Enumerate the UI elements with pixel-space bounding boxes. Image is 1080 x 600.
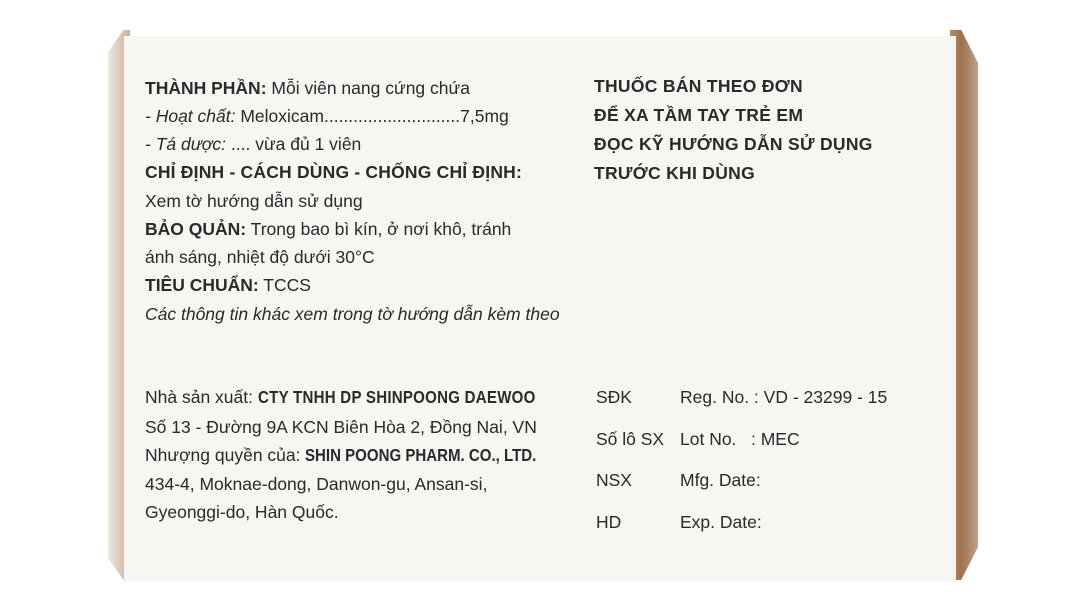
- standard-text: TCCS: [263, 275, 311, 295]
- standard-label: TIÊU CHUẨN:: [145, 275, 259, 295]
- reg-code: SĐK: [596, 387, 632, 407]
- licensor-label: Nhượng quyền của:: [145, 445, 301, 465]
- warning-before-use: TRƯỚC KHI DÙNG: [594, 163, 755, 183]
- active-text: Meloxicam............................7,5mg: [240, 106, 509, 126]
- standard-line: [145, 274, 311, 296]
- manufacturer-line: [145, 386, 581, 408]
- warning-prescription: THUỐC BÁN THEO ĐƠN: [594, 76, 803, 96]
- storage-label: BẢO QUẢN:: [145, 219, 247, 239]
- mfg-code: NSX: [596, 470, 632, 490]
- storage-text-1: Trong bao bì kín, ở nơi khô, tránh: [250, 219, 512, 239]
- exp-code: HD: [596, 512, 622, 532]
- other-info-text: Các thông tin khác xem trong tờ hướng dẫn kèm theo: [145, 304, 560, 324]
- lot-code: Số lô SX: [596, 429, 665, 449]
- warning-read-instructions: ĐỌC KỸ HƯỚNG DẪN SỬ DỤNG: [594, 134, 873, 154]
- exp-date-label: Exp. Date:: [680, 512, 762, 532]
- excipient-text: .... vừa đủ 1 viên: [230, 134, 362, 154]
- licensor-address-1: 434-4, Moknae-dong, Danwon-gu, Ansan-si,: [145, 474, 488, 494]
- active-label: Hoạt chất:: [155, 106, 236, 126]
- licensor-line: [145, 444, 574, 466]
- lot-number: Lot No. : MEC: [680, 429, 800, 449]
- manufacturer-address: Số 13 - Đường 9A KCN Biên Hòa 2, Đồng Nai, VN: [145, 417, 537, 437]
- warning-keep-away: ĐỂ XA TẦM TAY TRẺ EM: [594, 105, 804, 125]
- manufacturer-name: CTY TNHH DP SHINPOONG DAEWOO: [257, 387, 536, 407]
- excipient-prefix: -: [145, 134, 156, 154]
- active-ingredient-line: [145, 105, 509, 127]
- reg-number: Reg. No. : VD - 23299 - 15: [680, 387, 888, 407]
- storage-text-2: ánh sáng, nhiệt độ dưới 30°C: [145, 247, 375, 267]
- excipient-label: Tá dược:: [155, 134, 227, 154]
- excipient-line: [145, 133, 361, 155]
- indication-text: Xem tờ hướng dẫn sử dụng: [145, 191, 363, 211]
- indication-heading: CHỈ ĐỊNH - CÁCH DÙNG - CHỐNG CHỈ ĐỊNH:: [145, 162, 523, 182]
- composition-text: Mỗi viên nang cứng chứa: [271, 78, 470, 98]
- composition-label: THÀNH PHẦN:: [145, 78, 267, 98]
- licensor-name: SHIN POONG PHARM. CO., LTD.: [305, 445, 537, 465]
- mfg-date-label: Mfg. Date:: [680, 470, 761, 490]
- composition-line: [145, 77, 470, 99]
- active-prefix: -: [145, 106, 156, 126]
- licensor-address-2: Gyeonggi-do, Hàn Quốc.: [145, 502, 339, 522]
- manufacturer-label: Nhà sản xuất:: [145, 387, 253, 407]
- storage-line: [145, 218, 511, 240]
